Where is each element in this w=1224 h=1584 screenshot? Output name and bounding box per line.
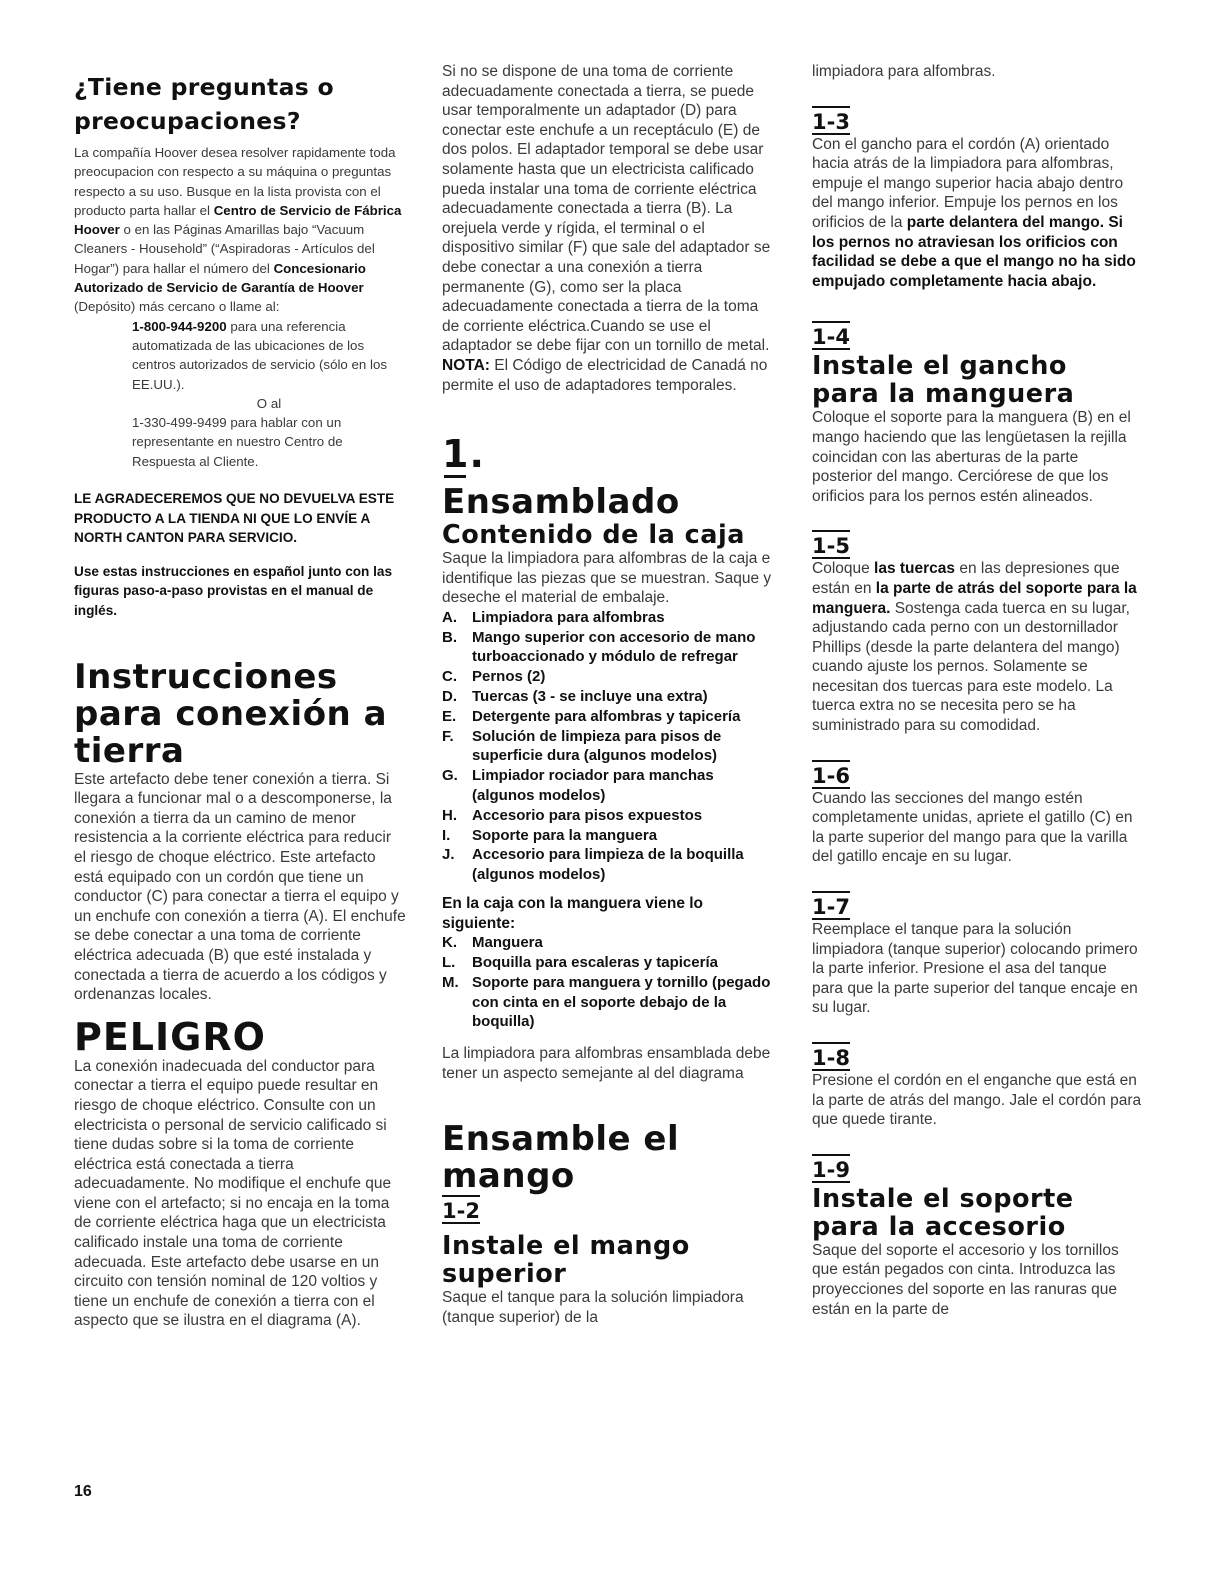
box-contents-heading: Contenido de la caja xyxy=(442,520,745,551)
list-item-key: F. xyxy=(442,727,454,745)
list-item xyxy=(442,826,776,846)
phone-number-1: 1-800-944-9200 xyxy=(132,318,227,334)
step-1-2-title: Instale el mango superior xyxy=(442,1231,690,1290)
list-item-key: J. xyxy=(442,846,455,864)
step-1-7-text: Reemplace el tanque para la solución limpiadora (tanque superior) colocando primero la parte inferior. Presione el asa del tanque para que la parte superior del tanque encaje en su lugar. xyxy=(812,921,1138,1017)
list-item xyxy=(442,766,776,806)
step-1-4-text: Coloque el soporte para la manguera (B) en el mango haciendo que las lengüetasen la rejilla coincidan con las aberturas de la parte posterior del mango. Cerciórese de que los orificios para los pernos estén alineados. xyxy=(812,409,1131,505)
list-item-key: A. xyxy=(442,608,457,626)
column-middle xyxy=(442,62,776,1328)
questions-text-d: (Depósito) más cercano o llame al: xyxy=(74,299,280,315)
list-item-key: D. xyxy=(442,688,457,706)
list-item-text: Mango superior con accesorio de mano turboaccionado y módulo de refregar xyxy=(472,628,756,666)
section-number-text: 1. xyxy=(442,432,485,477)
list-item-key: M. xyxy=(442,973,459,991)
list-item xyxy=(442,608,776,628)
spanish-instructions-note: Use estas instrucciones en español junto con las figuras paso-a-paso provistas en el manual de inglés. xyxy=(74,563,393,619)
questions-text-c: o en las Páginas Amarillas bajo “Vacuum Cleaners - Household” (“Aspiradoras - Artículos del Hogar”) para hallar el número del xyxy=(74,222,375,276)
list-item-text: Boquilla para escaleras y tapicería xyxy=(472,954,718,972)
step-1-8-number: 1-8 xyxy=(812,1042,850,1071)
step-1-5-bold-2: la parte de atrás del soporte para la manguera. xyxy=(812,579,1137,617)
questions-paragraph xyxy=(74,143,406,317)
list-item-key: C. xyxy=(442,668,457,686)
continued-text: limpiadora para alfombras. xyxy=(812,63,996,80)
or-text: O al xyxy=(256,395,282,411)
assembled-text: La limpiadora para alfombras ensamblada debe tener un aspecto semejante al del diagrama xyxy=(442,1045,771,1082)
authorized-dealer: Concesionario Autorizado de Servicio de Garantía de Hoover xyxy=(74,260,366,296)
list-item xyxy=(442,628,776,668)
list-item-key: G. xyxy=(442,767,458,785)
step-1-5-text-a: Coloque xyxy=(812,560,875,578)
phone1-text: para una referencia automatizada de las ubicaciones de los centros autorizados de servicio (sólo en los EE.UU.). xyxy=(132,318,387,392)
step-1-9-title: Instale el soporte para la accesorio xyxy=(812,1183,1074,1242)
list-item-key: B. xyxy=(442,628,457,646)
hose-parts-list xyxy=(442,933,776,1032)
grounding-heading: Instrucciones para conexión a tierra xyxy=(74,656,388,771)
step-1-7-number: 1-7 xyxy=(812,891,850,920)
step-1-5-number: 1-5 xyxy=(812,530,850,559)
list-item-text: Manguera xyxy=(472,934,543,952)
step-1-5-text-c: en las depresiones que están en xyxy=(812,560,1120,597)
adapter-paragraph xyxy=(442,62,776,395)
list-item xyxy=(442,707,776,727)
list-item-text: Solución de limpieza para pisos de superficie dura (algunos modelos) xyxy=(472,727,722,765)
note-label: NOTA: xyxy=(442,356,490,374)
danger-text: La conexión inadecuada del conductor para conectar a tierra el equipo puede resultar en riesgo de choque eléctrico. Consulte con un electricista o personal de servicio calificado si tiene dudas sobre si la toma de corriente eléctrica está conectada a tierra adecuadamente. No modifique el enchufe que viene con el artefacto; si no encaja en la toma de corriente eléctrica haga que un electricista calificado instale una toma de corriente adecuada. Este artefacto debe usarse en un circuito con tensión nominal de 120 voltios y tiene un enchufe de conexión a tierra con el aspecto que se ilustra en el diagrama (A). xyxy=(74,1057,392,1330)
step-1-6-text: Cuando las secciones del mango estén completamente unidas, apriete el gatillo (C) en la parte superior del mango para que la varilla del gatillo encaje en su lugar. xyxy=(812,789,1133,866)
step-1-5-text-d: Sostenga cada tuerca en su lugar, adjustando cada perno con un destornillador Phillips (desde la parte delantera del mango) cuando ajuste los pernos. Solamente se necesitan dos tuercas para este modelo. La tuerca extra no se necesita pero se ha suministrado para su comodidad. xyxy=(812,599,1130,735)
list-item-text: Accesorio para limpieza de la boquilla (algunos modelos) xyxy=(472,846,744,884)
list-item xyxy=(442,667,776,687)
list-item-text: Accesorio para pisos expuestos xyxy=(472,806,703,824)
step-1-2-text: Saque el tanque para la solución limpiadora (tanque superior) de la xyxy=(442,1289,744,1326)
list-item-text: Limpiadora para alfombras xyxy=(472,608,665,626)
section-title: Ensamblado xyxy=(442,482,680,523)
list-item-key: K. xyxy=(442,934,457,952)
list-item xyxy=(442,727,776,767)
list-item-key: E. xyxy=(442,707,457,725)
step-1-5-text xyxy=(812,559,1142,735)
adapter-text-a: Si no se dispone de una toma de corriente adecuadamente conectada a tierra, se puede usar temporalmente un adaptador (D) para conectar este enchufe a un receptáculo (E) de dos polos. El adaptador temporal se debe usar solamente hasta que un electricista calificado pueda instalar una toma de corriente eléctrica adecuadamente conectada a tierra (B). La orejuela verde y rígida, el terminal o el dispositivo similar (F) que sale del adaptador se debe conectar a una conexión a tierra permanente (G), como ser la placa adecuadamente conectada a tierra de la toma de corriente eléctrica.Cuando se use el adaptador se debe fijar con un tornillo de metal. xyxy=(442,63,771,355)
step-1-5-bold-1: las tuercas xyxy=(874,560,956,578)
questions-text-a: La compañía Hoover desea resolver rapidamente toda preocupacion con respecto a su máquina o preguntas respecto a su uso. Busque en la lista provista con el producto parta hallar el xyxy=(74,145,396,218)
step-1-4-number: 1-4 xyxy=(812,321,850,350)
parts-list xyxy=(442,608,776,885)
grounding-text: Este artefacto debe tener conexión a tierra. Si llegara a funcionar mal o a descomponerse, la conexión a tierra da un camino de menor resistencia a la corriente eléctrica para reducir el riesgo de choque eléctrico. Este artefacto está equipado con un cordón que tiene un conductor (C) para conectar a tierra el equipo y un enchufe con conexión a tierra (A). El enchufe se debe conectar a una toma de corriente eléctrica adecuada (B) que esté instalada y conectada a tierra de acuerdo a los códigos y ordenanzas locales. xyxy=(74,770,406,1004)
section-number xyxy=(442,432,776,477)
list-item xyxy=(442,973,776,1032)
section-1-header xyxy=(442,432,776,523)
questions-heading: ¿Tiene preguntas o preocupaciones? xyxy=(74,73,334,135)
step-1-8-text: Presione el cordón en el enganche que está en la parte de atrás del mango. Jale el cordón para que quede tirante. xyxy=(812,1072,1142,1129)
column-left xyxy=(74,62,406,1331)
list-item xyxy=(442,933,776,953)
factory-service-center: Centro de Servicio de Fábrica Hoover xyxy=(74,202,402,238)
page-number: 16 xyxy=(74,1483,92,1500)
hose-box-intro: En la caja con la manguera viene lo siguiente: xyxy=(442,895,704,932)
list-item xyxy=(442,806,776,826)
handle-heading: Ensamble el mango xyxy=(442,1119,680,1197)
column-right xyxy=(812,62,1142,1319)
phone2-paragraph: 1-330-499-9499 para hablar con un representante en nuestro Centro de Respuesta al Cliente. xyxy=(132,415,343,469)
list-item-key: I. xyxy=(442,826,451,844)
danger-heading: PELIGRO xyxy=(74,1014,266,1059)
step-1-9-text: Saque del soporte el accesorio y los tornillos que están pegados con cinta. Introduzca las proyecciones del soporte en las ranuras que están en la parte de xyxy=(812,1241,1119,1318)
step-1-6-number: 1-6 xyxy=(812,760,850,789)
list-item-text: Limpiador rociador para manchas (algunos modelos) xyxy=(472,767,714,805)
step-1-2-number: 1-2 xyxy=(442,1195,480,1224)
adapter-text-b: El Código de electricidad de Canadá no permite el uso de adaptadores temporales. xyxy=(442,356,768,394)
step-1-9-number: 1-9 xyxy=(812,1154,850,1183)
list-item xyxy=(442,687,776,707)
step-1-3-text xyxy=(812,135,1142,292)
phone1-paragraph xyxy=(74,317,406,394)
step-1-3-text-a: Con el gancho para el cordón (A) orientado hacia atrás de la limpiadora para alfombras, empuje el mango superior hacia abajo dentro del mango inferior. Empuje los pernos en los orificios de la xyxy=(812,135,1124,231)
step-1-3-text-bold: parte delantera del mango. Si los pernos no atraviesan los orificios con facilidad se debe a que el mango no ha sido empujado completamente hacia abajo. xyxy=(812,213,1136,290)
step-1-3-number: 1-3 xyxy=(812,106,850,135)
list-item-key: L. xyxy=(442,954,456,972)
box-contents-intro: Saque la limpiadora para alfombras de la caja e identifique las piezas que se muestran. Saque y deseche el material de embalaje. xyxy=(442,550,772,607)
list-item-key: H. xyxy=(442,806,457,824)
list-item-text: Soporte para manguera y tornillo (pegado con cinta en el soporte debajo de la boquilla) xyxy=(472,973,771,1031)
list-item-text: Pernos (2) xyxy=(472,668,546,686)
list-item-text: Detergente para alfombras y tapicería xyxy=(472,707,741,725)
return-warning: LE AGRADECEREMOS QUE NO DEVUELVA ESTE PRODUCTO A LA TIENDA NI QUE LO ENVÍE A NORTH CANTON PARA SERVICIO. xyxy=(74,491,395,546)
step-1-4-title: Instale el gancho para la manguera xyxy=(812,351,1075,410)
list-item xyxy=(442,953,776,973)
list-item-text: Tuercas (3 - se incluye una extra) xyxy=(472,688,708,706)
list-item xyxy=(442,845,776,885)
list-item-text: Soporte para la manguera xyxy=(472,826,658,844)
